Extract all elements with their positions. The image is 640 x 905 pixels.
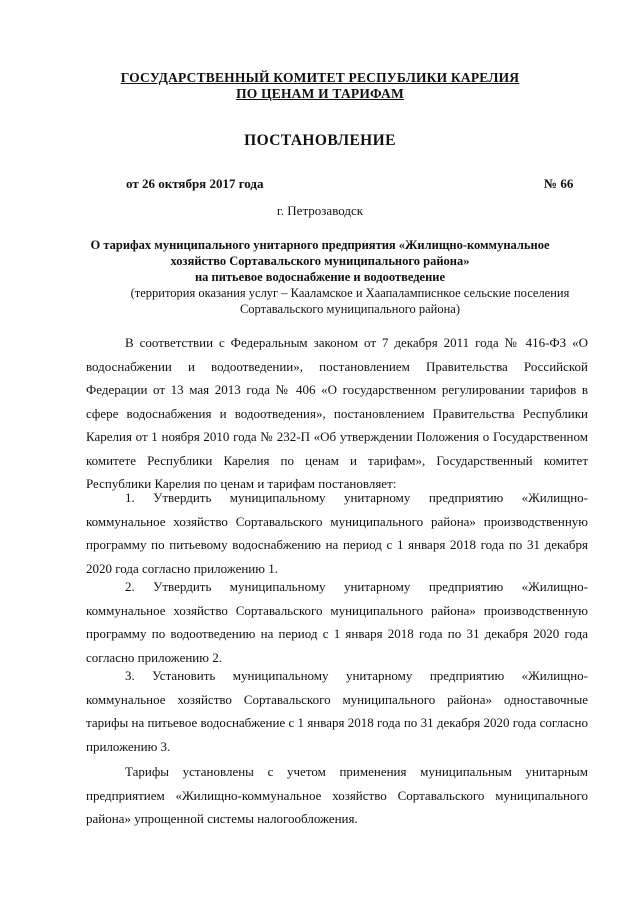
body-paragraph-preamble: [86, 331, 588, 496]
body-paragraph-item-3: [86, 664, 588, 758]
paragraph-text: 1. Утвердить муниципальному унитарному предприятию «Жилищно-коммунальное хозяйство Сортавальского муниципального района» производственную программу по питьевому водоснабжению на период с 1 января 2018 года по 31 декабря 2020 года согласно приложению 1.: [86, 490, 588, 576]
body-paragraph-item-1: [86, 486, 588, 580]
paragraph-text: В соответствии с Федеральным законом от 7 декабря 2011 года № 416-ФЗ «О водоснабжении и водоотведении», постановлением Правительства Российской Федерации от 13 мая 2013 года № 406 «О государственном регулировании тарифов в сфере водоснабжения и водоотведения», постановлением Правительства Республики Карелия от 1 ноября 2010 года № 232-П «Об утверждении Положения о Государственном комитете Республики Карелия по ценам и тарифам», Государственный комитет Республики Карелия по ценам и тарифам постановляет:: [86, 335, 588, 491]
subject-line-2: хозяйство Сортавальского муниципального района»: [170, 254, 470, 268]
paragraph-text: 2. Утвердить муниципальному унитарному предприятию «Жилищно-коммунальное хозяйство Сортавальского муниципального района» производственную программу по водоотведению на период с 1 января 2018 года по 31 декабря 2020 года согласно приложению 2.: [86, 579, 588, 665]
paragraph-text: Тарифы установлены с учетом применения муниципальным унитарным предприятием «Жилищно-коммунальное хозяйство Сортавальского муниципального района» упрощенной системы налогообложения.: [86, 764, 588, 826]
document-number: № 66: [544, 176, 574, 191]
document-date: от 26 октября 2017 года: [126, 176, 264, 191]
subject-line-3: на питьевое водоснабжение и водоотведение: [194, 270, 446, 284]
subject-territory-line-2: Сортавальского муниципального района): [239, 302, 461, 316]
document-city: г. Петрозаводск: [276, 203, 364, 218]
body-paragraph-tariffs-note: [86, 760, 588, 831]
body-paragraph-item-2: [86, 575, 588, 669]
subject-territory-line-1: (территория оказания услуг – Кааламское и Хаапаламписнкое сельские поселения: [130, 286, 570, 300]
subject-line-1: О тарифах муниципального унитарного предприятия «Жилищно-коммунальное: [90, 238, 550, 252]
document-type-title: ПОСТАНОВЛЕНИЕ: [244, 132, 396, 149]
committee-title-line1: ГОСУДАРСТВЕННЫЙ КОМИТЕТ РЕСПУБЛИКИ КАРЕЛИЯ: [120, 70, 520, 85]
committee-title-line2: ПО ЦЕНАМ И ТАРИФАМ: [236, 86, 404, 101]
paragraph-text: 3. Установить муниципальному унитарному предприятию «Жилищно-коммунальное хозяйство Сортавальского муниципального района» одноставочные тарифы на питьевое водоснабжение с 1 января 2018 года по 31 декабря 2020 года согласно приложению 3.: [86, 668, 588, 754]
